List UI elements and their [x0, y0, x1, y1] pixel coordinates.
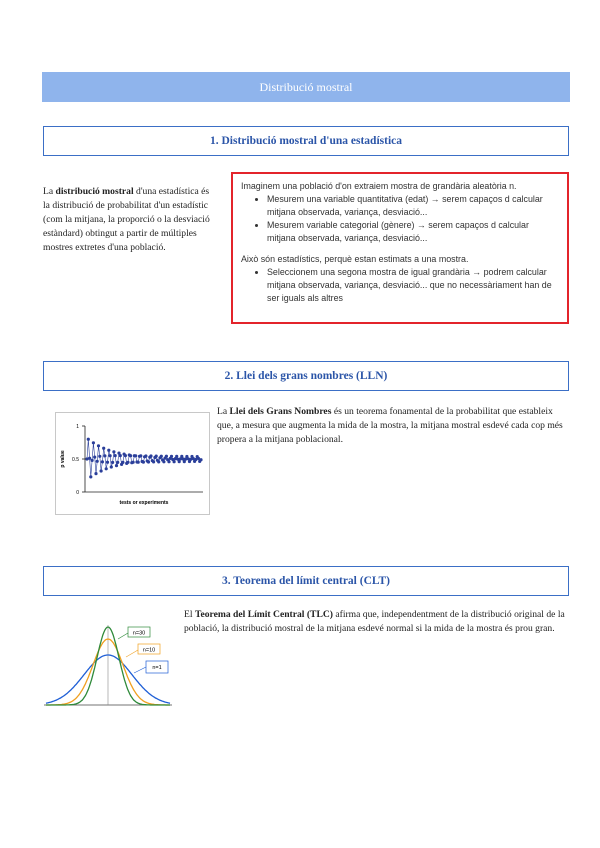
- lln-point: [140, 455, 142, 457]
- clt-term: Teorema del Límit Central (TLC): [194, 609, 333, 620]
- tick-label: 0.5: [72, 457, 79, 463]
- section-1-header: [43, 126, 569, 156]
- clt-chart: [42, 617, 174, 709]
- lln-point: [158, 461, 160, 463]
- lln-point: [182, 458, 184, 460]
- lln-point: [197, 457, 199, 459]
- section-2-header: [43, 361, 569, 391]
- lln-point: [160, 455, 162, 457]
- label-n30: n=30: [132, 630, 146, 637]
- lln-point: [127, 461, 129, 463]
- lln-point: [109, 455, 111, 457]
- lln-point: [173, 461, 175, 463]
- box-bullet: • Mesurem una variable quantitativa (edat) → serem capaços d calcular mitjana observada, variança, desviació...: [267, 193, 559, 219]
- box-bullets-1: [241, 193, 559, 245]
- lln-term: Llei dels Grans Nombres: [229, 406, 332, 417]
- lln-point: [91, 459, 93, 461]
- lln-point: [178, 461, 180, 463]
- lln-point: [150, 455, 152, 457]
- lln-point: [108, 449, 110, 451]
- lln-point: [163, 461, 165, 463]
- lln-point: [147, 461, 149, 463]
- lln-point: [153, 461, 155, 463]
- lln-point: [119, 455, 121, 457]
- lln-point: [137, 461, 139, 463]
- lln-point: [112, 461, 114, 463]
- lln-point: [183, 461, 185, 463]
- intro-text-rest: d'una estadística és la distribució de probabilitat d'un estadístic (com la mitjana, la proporció o la desviació estàndard) obtingut a partir de múltiples mostres extretes d'una població.: [43, 186, 210, 253]
- lln-point: [90, 476, 92, 478]
- lln-point: [132, 461, 134, 463]
- lln-point: [192, 458, 194, 460]
- lln-point: [181, 455, 183, 457]
- document-title: Distribució mostral: [259, 80, 353, 94]
- lln-point: [176, 455, 178, 457]
- section-3-header: [43, 566, 569, 596]
- section-2-title: 2. Llei dels grans nombres (LLN): [224, 370, 388, 382]
- lln-point: [92, 442, 94, 444]
- lln-point: [145, 455, 147, 457]
- section-3-title: 3. Teorema del límit central (CLT): [221, 575, 390, 587]
- lln-point: [89, 457, 91, 459]
- lln-point: [179, 458, 181, 460]
- lln-point: [168, 461, 170, 463]
- lln-point: [155, 455, 157, 457]
- lln-point: [174, 458, 176, 460]
- lln-point: [100, 470, 102, 472]
- box-bullet: • Mesurem variable categorial (gènere) → serem capaços d calcular mitjana observada, variança, desviació...: [267, 219, 559, 245]
- lln-point: [105, 468, 107, 470]
- lln-point: [104, 455, 106, 457]
- lln-point: [124, 455, 126, 457]
- lln-point: [135, 455, 137, 457]
- lln-point: [114, 455, 116, 457]
- lln-point: [95, 473, 97, 475]
- lln-point: [195, 458, 197, 460]
- box-bullets-2: [241, 266, 559, 305]
- lln-point: [113, 451, 115, 453]
- example-box: [231, 172, 569, 324]
- box-line-1: Imaginem una població d'on extraiem mostra de grandària aleatòria n.: [241, 181, 517, 191]
- lln-point: [97, 445, 99, 447]
- lln-text-rest: és un teorema fonamental de la probabilitat que estableix que, a mesura que augmenta la mida de la mostra, la mitjana mostral esdevé cada cop més propera a la mitjana poblacional.: [217, 406, 563, 445]
- lln-point: [96, 460, 98, 462]
- tick-label: 0: [76, 490, 79, 496]
- lln-point: [170, 455, 172, 457]
- lln-point: [106, 461, 108, 463]
- intro-term: distribució mostral: [55, 186, 134, 197]
- lln-point: [99, 455, 101, 457]
- section-1-intro: [43, 185, 217, 255]
- section-2-text: [217, 405, 569, 447]
- section-1-title: 1. Distribució mostral d'una estadística: [210, 135, 402, 147]
- section-3-text: [184, 608, 570, 636]
- lln-point: [200, 459, 202, 461]
- box-line-2: Això són estadístics, perquè estan estimats a una mostra.: [241, 254, 469, 264]
- lln-text: La: [217, 406, 230, 417]
- lln-chart: [55, 412, 210, 515]
- lln-point: [115, 465, 117, 467]
- lln-point: [101, 461, 103, 463]
- x-axis-label: tests or experiments: [119, 500, 169, 506]
- label-n10: n=10: [142, 647, 156, 654]
- lln-point: [185, 458, 187, 460]
- lln-point: [190, 458, 192, 460]
- lln-point: [110, 466, 112, 468]
- lln-point: [130, 455, 132, 457]
- intro-text: La: [43, 186, 56, 197]
- lln-point: [118, 452, 120, 454]
- lln-point: [142, 461, 144, 463]
- y-axis-label: p value: [60, 450, 66, 468]
- lln-point: [87, 438, 89, 440]
- lln-point: [117, 461, 119, 463]
- label-n1: n=1: [152, 665, 162, 671]
- lln-point: [94, 456, 96, 458]
- lln-point: [86, 458, 88, 460]
- clt-text-rest: afirma que, independentment de la distribució original de la població, la distribució mostral de la mitjana esdevé normal si la mida de la mostra és prou gran.: [184, 609, 565, 634]
- box-bullet: • Seleccionem una segona mostra de igual grandària → podrem calcular mitjana observada, variança, desviació... que no necessàriament han de ser iguals als altres: [267, 266, 559, 305]
- tick-label: 1: [76, 424, 79, 430]
- lln-point: [122, 461, 124, 463]
- clt-text: El: [184, 609, 195, 620]
- lln-point: [187, 458, 189, 460]
- lln-point: [165, 455, 167, 457]
- lln-point: [103, 447, 105, 449]
- lln-point: [186, 455, 188, 457]
- document-title-banner: [42, 72, 570, 102]
- lln-point: [177, 458, 179, 460]
